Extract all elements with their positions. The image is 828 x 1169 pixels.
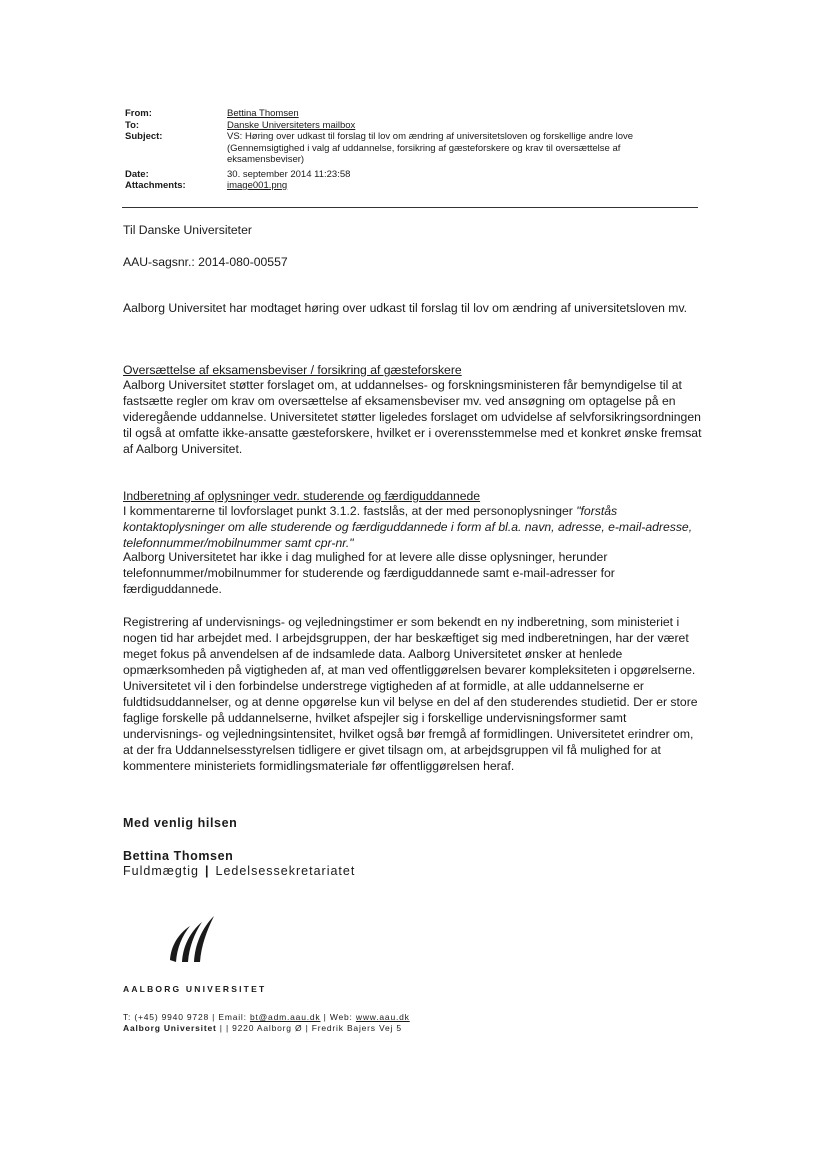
signer-name: Bettina Thomsen <box>123 849 234 863</box>
section2-lead: I kommentarerne til lovforslaget punkt 3.1.2. fastslås, at der med personoplysninger <box>123 504 577 518</box>
email-header <box>125 108 697 192</box>
registration-paragraph: Registrering af undervisnings- og vejledningstimer er som bekendt en ny indberetning, som ministeriet i nogen tid har arbejdet med. I arbejdsgruppen, der har beskæftiget sig med indberetningen, har der været meget fokus på anvendelsen af de indsamlede data. Aalborg Universitetet ønsker at henlede opmærksomheden på vigtigheden af, at man ved offentliggørelsen bevarer kompleksiteten i opgørelserne. Universitetet vil i den forbindelse understrege vigtigheden af at formidle, at alle uddannelserne er fuldtidsuddannelser, og at denne opgørelse kun vil belyse en del af den studerendes studietid. Der er store faglige forskelle på uddannelserne, hvilket afspejler sig i forskellige undervisningsformer samt undervisnings- og vejledningsintensitet, hvilket også bør fremgå af formidlingen. Universitetet erindrer om, at der fra Uddannelsesstyrelsen tidligere er givet tilsagn om, at arbejdsgruppen vil få mulighed for at kommentere ministeriets formidlingsmateriale før offentliggørelsen heraf. <box>123 615 698 773</box>
subject-row <box>125 131 697 166</box>
from-value[interactable]: Bettina Thomsen <box>227 108 299 119</box>
phone: T: (+45) 9940 9728 <box>123 1012 209 1022</box>
attachments-label: Attachments: <box>125 180 186 191</box>
section2-body <box>123 503 703 551</box>
org-wordmark: AALBORG UNIVERSITET <box>123 984 267 994</box>
from-row <box>125 108 697 120</box>
to-label: To: <box>125 119 140 131</box>
contact-line-1: T: (+45) 9940 9728 | Email: bt@adm.aau.dk | Web: www.aau.dk <box>123 1012 410 1022</box>
org-name: Aalborg Universitet <box>123 1022 217 1033</box>
postal-city: 9220 Aalborg Ø <box>232 1022 303 1033</box>
header-divider <box>122 207 698 208</box>
section1-heading: Oversættelse af eksamensbeviser / forsikring af gæsteforskere <box>123 363 462 377</box>
email-link[interactable]: bt@adm.aau.dk <box>249 1012 321 1022</box>
from-label: From: <box>125 108 152 119</box>
to-value[interactable]: Danske Universiteters mailbox <box>227 119 356 131</box>
email-label: Email: <box>218 1012 247 1022</box>
date-value: 30. september 2014 11:23:58 <box>227 168 351 180</box>
attachments-row <box>125 180 697 192</box>
street-address: Fredrik Bajers Vej 5 <box>311 1022 402 1033</box>
subject-label: Subject: <box>125 131 163 142</box>
to-row <box>125 120 697 132</box>
signer-title <box>123 864 355 878</box>
intro-paragraph: Aalborg Universitet har modtaget høring over udkast til forslag til lov om ændring af universitetsloven mv. <box>123 301 688 315</box>
date-row <box>125 169 697 181</box>
section2-quote: "forstås kontaktoplysninger om alle studerende og færdiguddannede i form af bl.a. navn, adresse, e-mail-adresse, telefonnummer/mobilnummer samt cpr-nr." <box>123 504 693 550</box>
section2-body-continued: Aalborg Universitetet har ikke i dag mulighed for at levere alle disse oplysninger, herunder telefonnummer/mobilnummer for studerende og færdiguddannede samt e-mail-adresser for færdiguddannede. <box>123 550 615 596</box>
subject-value: VS: Høring over udkast til forslag til lov om ændring af universitetsloven og forskellige andre love (Gennemsigtighed i valg af uddannelse, forsikring af gæsteforskere og krav til oversættelse af eksamensbeviser) <box>227 131 634 165</box>
attachment-link[interactable]: image001.png <box>227 180 288 191</box>
closing: Med venlig hilsen <box>123 816 238 830</box>
job-title: Fuldmægtig <box>123 864 199 878</box>
date-label: Date: <box>125 168 149 180</box>
contact-info <box>123 1012 410 1033</box>
contact-line-2: Aalborg Universitet | | 9220 Aalborg Ø | Fredrik Bajers Vej 5 <box>123 1022 402 1033</box>
section2-heading: Indberetning af oplysninger vedr. studerende og færdiguddannede <box>123 489 481 503</box>
aau-logo-icon <box>168 914 216 964</box>
greeting: Til Danske Universiteter <box>123 223 252 237</box>
case-number: AAU-sagsnr.: 2014-080-00557 <box>123 255 288 269</box>
department: Ledelsessekretariatet <box>215 864 356 878</box>
title-separator: | <box>205 864 210 878</box>
section1-body: Aalborg Universitet støtter forslaget om, at uddannelses- og forskningsministeren får bemyndigelse til at fastsætte regler om krav om oversættelse af eksamensbeviser mv. ved ansøgning om optagelse på en videregående uddannelse. Universitetet støtter ligeledes forslaget om udvidelse af selvforsikringsordningen til også at omfatte ikke-ansatte gæsteforskere, hvilket er i overensstemmelse med et konkret ønske fremsat af Aalborg Universitet. <box>123 378 702 456</box>
web-link[interactable]: www.aau.dk <box>355 1012 410 1022</box>
web-label: Web: <box>329 1012 353 1022</box>
